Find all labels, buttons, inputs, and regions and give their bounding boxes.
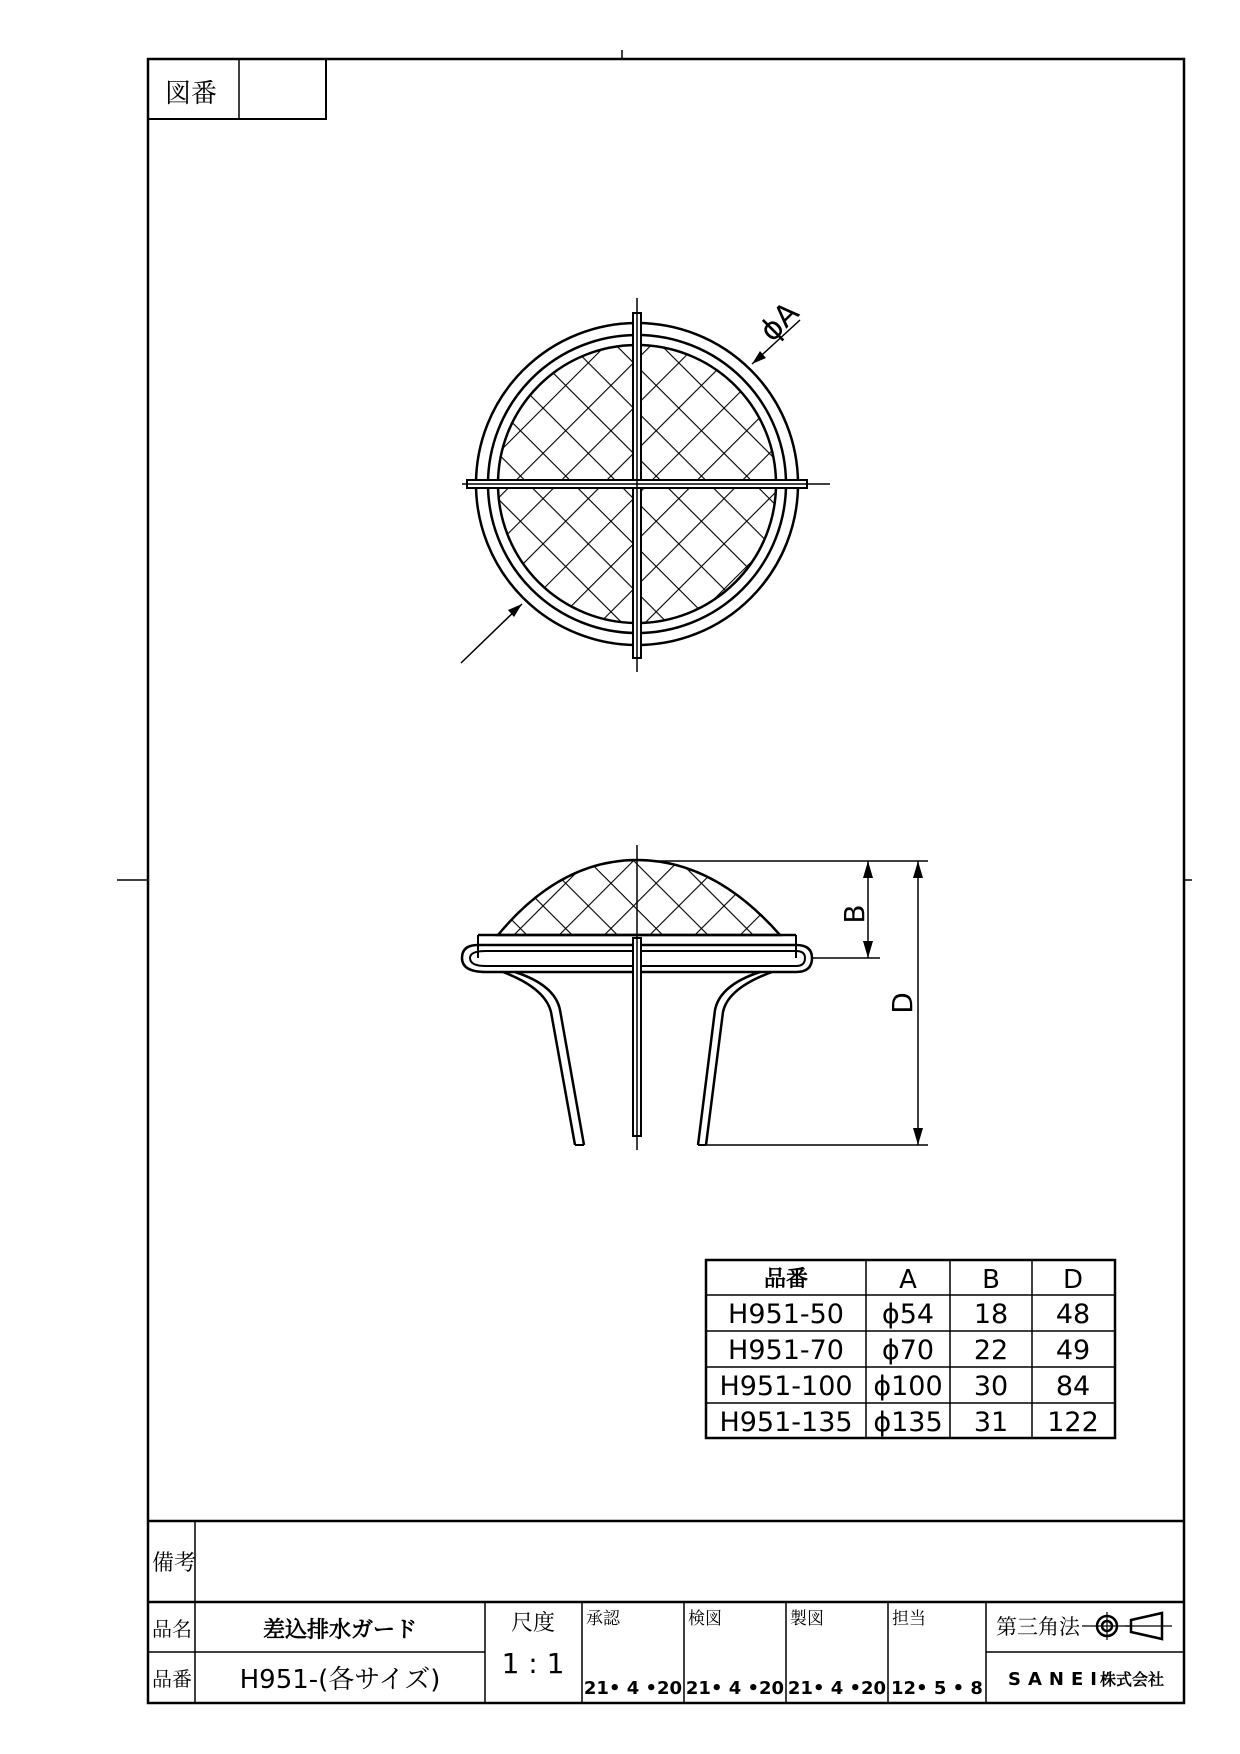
spec-header-b: B bbox=[982, 1265, 1000, 1295]
company-name: SANEI bbox=[1008, 1669, 1104, 1690]
spec-cell: 48 bbox=[1055, 1299, 1091, 1330]
spec-header-part-no: 品番 bbox=[763, 1267, 809, 1292]
spec-cell: ϕ70 bbox=[881, 1335, 935, 1366]
spec-header-a: A bbox=[899, 1265, 917, 1295]
dim-label-b: B bbox=[838, 904, 871, 924]
spec-cell: 122 bbox=[1047, 1407, 1099, 1438]
spec-table bbox=[706, 1260, 1115, 1438]
third-angle-projection-icon bbox=[1082, 1612, 1172, 1640]
charge-label: 担当 bbox=[892, 1609, 926, 1629]
product-name-label: 品名 bbox=[152, 1617, 192, 1641]
product-name: 差込排水ガード bbox=[262, 1618, 418, 1643]
spec-cell: 49 bbox=[1055, 1335, 1091, 1366]
spec-cell: ϕ100 bbox=[873, 1371, 943, 1402]
drafted-date: 21• 4 •20 bbox=[787, 1678, 887, 1699]
product-no: H951-(各サイズ) bbox=[239, 1665, 441, 1695]
drawing-no-label: 図番 bbox=[165, 79, 218, 109]
spec-cell: H951-100 bbox=[719, 1371, 853, 1402]
spec-cell: 84 bbox=[1055, 1371, 1091, 1402]
spec-cell: 18 bbox=[973, 1299, 1009, 1330]
dim-label-d: D bbox=[886, 992, 919, 1014]
spec-cell: 31 bbox=[973, 1407, 1009, 1438]
approved-label: 承認 bbox=[586, 1609, 620, 1629]
spec-cell: H951-70 bbox=[728, 1335, 844, 1366]
spec-cell: ϕ54 bbox=[881, 1299, 935, 1330]
spec-cell: 30 bbox=[973, 1371, 1009, 1402]
scale-value: 1 : 1 bbox=[501, 1647, 565, 1680]
company-suffix: 株式会社 bbox=[1100, 1670, 1165, 1689]
approved-date: 21• 4 •20 bbox=[583, 1678, 683, 1699]
projection-label: 第三角法 bbox=[996, 1615, 1080, 1639]
product-no-label: 品番 bbox=[152, 1667, 192, 1691]
remarks-label: 備考 bbox=[152, 1551, 197, 1576]
top-view bbox=[461, 295, 830, 672]
charge-date: 12• 5 • 8 bbox=[891, 1678, 983, 1699]
checked-date: 21• 4 •20 bbox=[685, 1678, 785, 1699]
scale-label: 尺度 bbox=[510, 1611, 556, 1636]
drawing-number-box bbox=[148, 59, 326, 119]
dim-label-a: ϕA bbox=[752, 295, 807, 349]
spec-cell: H951-50 bbox=[728, 1299, 844, 1330]
spec-cell: ϕ135 bbox=[873, 1407, 943, 1438]
spec-cell: H951-135 bbox=[719, 1407, 853, 1438]
spec-header-d: D bbox=[1062, 1265, 1084, 1295]
side-view bbox=[462, 845, 928, 1150]
drafted-label: 製図 bbox=[790, 1609, 824, 1629]
title-block bbox=[148, 1521, 1184, 1703]
spec-cell: 22 bbox=[973, 1335, 1009, 1366]
checked-label: 検図 bbox=[688, 1609, 722, 1629]
